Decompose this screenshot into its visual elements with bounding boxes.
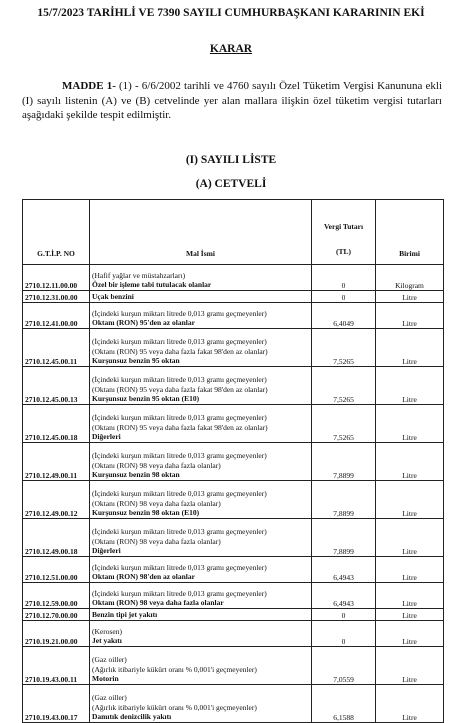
row-unit: Litre bbox=[376, 609, 444, 621]
row-code: 2710.12.49.00.11 bbox=[23, 443, 90, 481]
header-vergi bbox=[312, 200, 376, 265]
row-unit: Litre bbox=[376, 519, 444, 557]
table-row bbox=[23, 443, 444, 481]
row-name-cell bbox=[90, 303, 312, 329]
row-note: (İçindeki kurşun miktarı litrede 0,013 gramı geçmeyenler) bbox=[92, 526, 267, 536]
row-note: (Oktanı (RON) 98 veya daha fazla olanlar) bbox=[92, 460, 221, 470]
table-row bbox=[23, 685, 444, 723]
row-name: Uçak benzini bbox=[92, 292, 134, 302]
table-row bbox=[23, 265, 444, 291]
row-name-cell bbox=[90, 367, 312, 405]
row-name: Jet yakıtı bbox=[92, 636, 122, 646]
table-header-row bbox=[23, 200, 444, 265]
cetvel-title: (A) CETVELİ bbox=[195, 178, 267, 190]
row-note: (Hafif yağlar ve müstahzarları) bbox=[92, 270, 186, 280]
row-code: 2710.19.43.00.17 bbox=[23, 685, 90, 723]
row-code: 2710.12.41.00.00 bbox=[23, 303, 90, 329]
row-note: (İçindeki kurşun miktarı litrede 0,013 gramı geçmeyenler) bbox=[92, 336, 267, 346]
row-value: 7,8899 bbox=[312, 519, 376, 557]
table-row bbox=[23, 519, 444, 557]
table-row bbox=[23, 329, 444, 367]
row-value: 7,5265 bbox=[312, 329, 376, 367]
table-row bbox=[23, 647, 444, 685]
row-note: (Oktanı (RON) 95 veya daha fazla fakat 98'den az olanlar) bbox=[92, 422, 268, 432]
table-row bbox=[23, 405, 444, 443]
row-value: 0 bbox=[312, 609, 376, 621]
list-title: (I) SAYILI LİSTE bbox=[185, 154, 277, 166]
row-name-cell bbox=[90, 443, 312, 481]
madde-text: (1) - 6/6/2002 tarihli ve 4760 sayılı Özel Tüketim Vergisi Kanununa ekli (I) sayılı listenin (A) ve (B) cetvelinde yer alan mallara ilişkin özel tüketim vergisi tutarları aşağıdaki şekilde tespit edilmiştir. bbox=[22, 80, 442, 121]
header-mal: Mal İsmi bbox=[90, 200, 312, 265]
row-unit: Litre bbox=[376, 557, 444, 583]
table-row bbox=[23, 303, 444, 329]
row-unit: Litre bbox=[376, 329, 444, 367]
row-code: 2710.12.70.00.00 bbox=[23, 609, 90, 621]
row-name-cell bbox=[90, 583, 312, 609]
row-name: Diğerleri bbox=[92, 432, 121, 442]
row-code: 2710.12.59.00.00 bbox=[23, 583, 90, 609]
table-row bbox=[23, 621, 444, 647]
document-header: 15/7/2023 TARİHLİ VE 7390 SAYILI CUMHURBAŞKANI KARARININ EKİ bbox=[37, 7, 425, 19]
row-name: Kurşunsuz benzin 98 oktan bbox=[92, 470, 180, 480]
row-note: (İçindeki kurşun miktarı litrede 0,013 gramı geçmeyenler) bbox=[92, 588, 267, 598]
row-name: Kurşunsuz benzin 95 oktan (E10) bbox=[92, 394, 200, 404]
row-value: 0 bbox=[312, 265, 376, 291]
row-code: 2710.19.43.00.11 bbox=[23, 647, 90, 685]
row-name-cell bbox=[90, 647, 312, 685]
row-name-cell bbox=[90, 291, 312, 303]
tax-table bbox=[22, 199, 444, 723]
row-name-cell bbox=[90, 329, 312, 367]
row-code: 2710.12.51.00.00 bbox=[23, 557, 90, 583]
row-note: (Oktanı (RON) 95 veya daha fazla fakat 98'den az olanlar) bbox=[92, 384, 268, 394]
row-note: (İçindeki kurşun miktarı litrede 0,013 gramı geçmeyenler) bbox=[92, 374, 267, 384]
row-name: Oktanı (RON) 98 veya daha fazla olanlar bbox=[92, 598, 224, 608]
row-note: (İçindeki kurşun miktarı litrede 0,013 gramı geçmeyenler) bbox=[92, 412, 267, 422]
row-name: Kurşunsuz benzin 98 oktan (E10) bbox=[92, 508, 200, 518]
row-code: 2710.12.45.00.11 bbox=[23, 329, 90, 367]
karar-title: KARAR bbox=[209, 43, 253, 55]
row-note: (Ağırlık itibariyle kükürt oranı % 0,001'i geçmeyenler) bbox=[92, 702, 257, 712]
row-unit: Litre bbox=[376, 621, 444, 647]
row-code: 2710.19.21.00.00 bbox=[23, 621, 90, 647]
table-row bbox=[23, 291, 444, 303]
row-unit: Litre bbox=[376, 367, 444, 405]
row-name-cell bbox=[90, 519, 312, 557]
row-value: 7,5265 bbox=[312, 367, 376, 405]
row-note: (Oktanı (RON) 95 veya daha fazla fakat 98'den az olanlar) bbox=[92, 346, 268, 356]
row-note: (İçindeki kurşun miktarı litrede 0,013 gramı geçmeyenler) bbox=[92, 450, 267, 460]
madde-lead: MADDE 1- bbox=[62, 80, 116, 92]
row-unit: Litre bbox=[376, 443, 444, 481]
row-unit: Litre bbox=[376, 583, 444, 609]
row-value: 0 bbox=[312, 291, 376, 303]
table-row bbox=[23, 367, 444, 405]
row-code: 2710.12.45.00.18 bbox=[23, 405, 90, 443]
row-value: 6,4943 bbox=[312, 557, 376, 583]
row-unit: Litre bbox=[376, 647, 444, 685]
table-row bbox=[23, 557, 444, 583]
row-unit: Kilogram bbox=[376, 265, 444, 291]
row-name: Kurşunsuz benzin 95 oktan bbox=[92, 356, 180, 366]
row-code: 2710.12.31.00.00 bbox=[23, 291, 90, 303]
row-note: (Oktanı (RON) 98 veya daha fazla olanlar) bbox=[92, 498, 221, 508]
header-vergi-unit: (TL) bbox=[336, 247, 351, 256]
row-value: 6,4943 bbox=[312, 583, 376, 609]
row-name: Benzin tipi jet yakıtı bbox=[92, 610, 158, 620]
row-value: 7,5265 bbox=[312, 405, 376, 443]
row-value: 7,8899 bbox=[312, 443, 376, 481]
row-value: 7,0559 bbox=[312, 647, 376, 685]
row-value: 7,8899 bbox=[312, 481, 376, 519]
row-code: 2710.12.49.00.18 bbox=[23, 519, 90, 557]
row-name-cell bbox=[90, 265, 312, 291]
row-note: (Kerosen) bbox=[92, 626, 122, 636]
table-row bbox=[23, 583, 444, 609]
row-note: (Gaz oiller) bbox=[92, 692, 127, 702]
row-unit: Litre bbox=[376, 303, 444, 329]
row-unit: Litre bbox=[376, 291, 444, 303]
row-name-cell bbox=[90, 609, 312, 621]
row-value: 0 bbox=[312, 621, 376, 647]
row-name: Oktanı (RON) 98'den az olanlar bbox=[92, 572, 195, 582]
row-name-cell bbox=[90, 621, 312, 647]
header-gtip: G.T.İ.P. NO bbox=[23, 200, 90, 265]
row-unit: Litre bbox=[376, 685, 444, 723]
row-value: 6,4049 bbox=[312, 303, 376, 329]
row-name: Özel bir işleme tabi tutulacak olanlar bbox=[92, 280, 212, 290]
row-unit: Litre bbox=[376, 405, 444, 443]
row-note: (Gaz oiller) bbox=[92, 654, 127, 664]
header-vergi-label: Vergi Tutarı bbox=[323, 222, 364, 231]
header-birim: Birimi bbox=[376, 200, 444, 265]
row-name: Oktanı (RON) 95'den az olanlar bbox=[92, 318, 195, 328]
row-name-cell bbox=[90, 557, 312, 583]
row-name: Motorin bbox=[92, 674, 119, 684]
row-name-cell bbox=[90, 481, 312, 519]
table-row bbox=[23, 481, 444, 519]
row-note: (Ağırlık itibariyle kükürt oranı % 0,001'i geçmeyenler) bbox=[92, 664, 257, 674]
madde-paragraph bbox=[22, 79, 442, 123]
row-name-cell bbox=[90, 685, 312, 723]
table-body bbox=[23, 265, 444, 723]
row-note: (İçindeki kurşun miktarı litrede 0,013 gramı geçmeyenler) bbox=[92, 488, 267, 498]
row-code: 2710.12.49.00.12 bbox=[23, 481, 90, 519]
row-unit: Litre bbox=[376, 481, 444, 519]
row-note: (İçindeki kurşun miktarı litrede 0,013 gramı geçmeyenler) bbox=[92, 308, 267, 318]
row-value: 6,1588 bbox=[312, 685, 376, 723]
table-row bbox=[23, 609, 444, 621]
row-code: 2710.12.11.00.00 bbox=[23, 265, 90, 291]
row-code: 2710.12.45.00.13 bbox=[23, 367, 90, 405]
row-note: (Oktanı (RON) 98 veya daha fazla olanlar) bbox=[92, 536, 221, 546]
row-name-cell bbox=[90, 405, 312, 443]
row-name: Damıtık denizcilik yakıtı bbox=[92, 712, 172, 722]
row-name: Diğerleri bbox=[92, 546, 121, 556]
row-note: (İçindeki kurşun miktarı litrede 0,013 gramı geçmeyenler) bbox=[92, 562, 267, 572]
